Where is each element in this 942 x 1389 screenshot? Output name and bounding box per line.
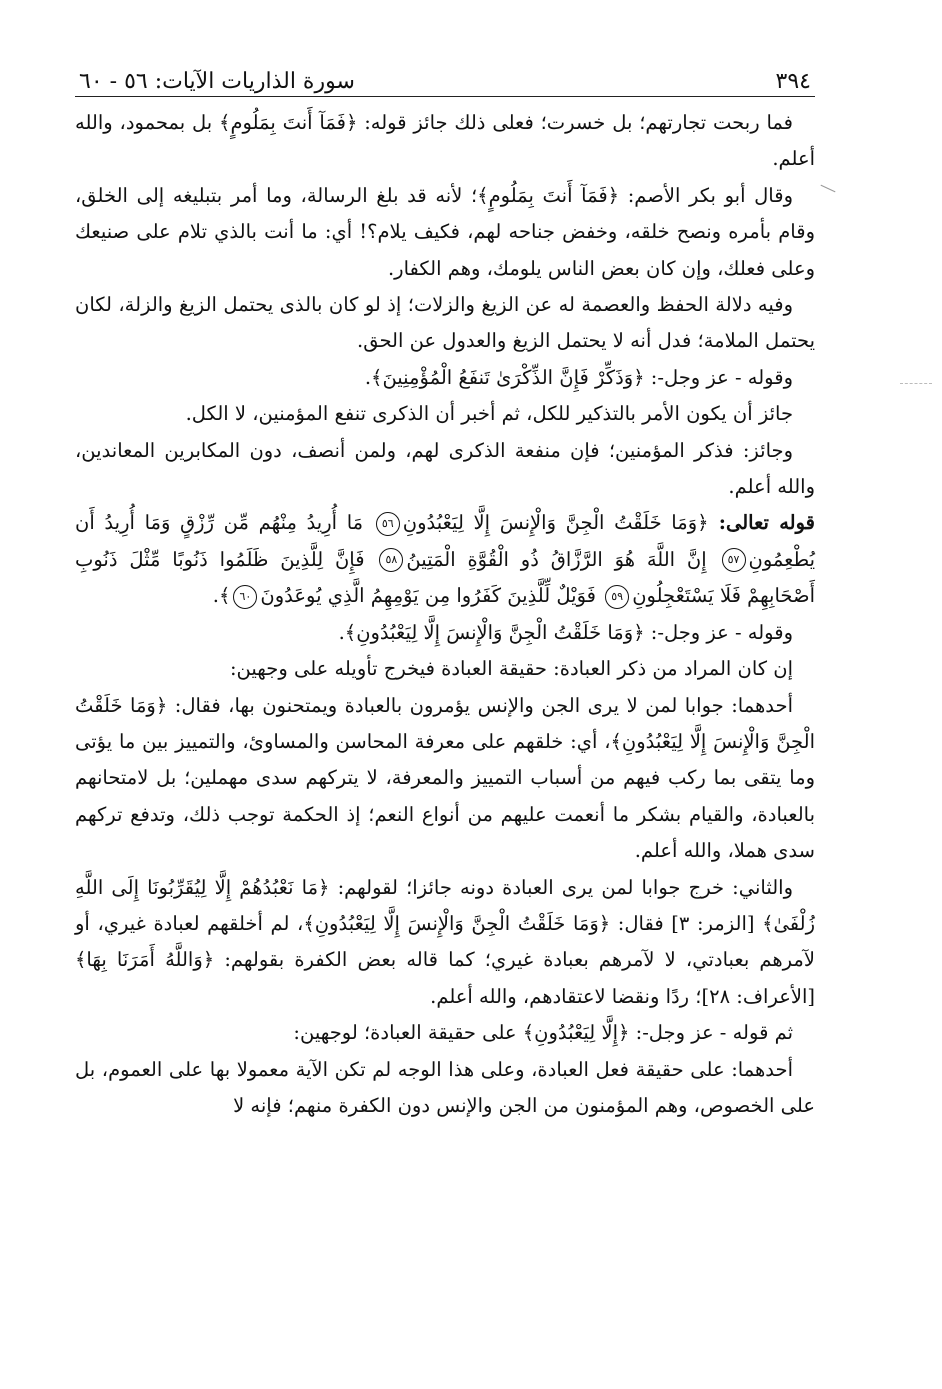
body-text: والثاني: خرج جوابا لمن يرى العبادة دونه جائزا؛ لقولهم: (329, 875, 793, 899)
quran-verse: ﴿وَمَا خَلَقْتُ الْجِنَّ وَالْإِنسَ إِلَّا لِيَعْبُدُونِ (402, 511, 709, 535)
quran-verse: ﴿وَمَا خَلَقْتُ الْجِنَّ وَالْإِنسَ إِلَّا لِيَعْبُدُونِ﴾ (303, 911, 611, 935)
quran-verse: ﴿إِلَّا لِيَعْبُدُونِ﴾ (522, 1021, 630, 1045)
book-page (75, 58, 815, 1124)
body-text: ، أي: خلقهم على معرفة المحاسن والمساوئ، والتمييز بين ما يؤتى وما يتقى بما ركب فيهم من أسباب التمييز والمعرفة، لا يتركهم سدى مهملين؛ بل لامتحانهم بالعبادة، والقيام بشكر ما أنعمت عليهم من أنواع النعم؛ إذ الحكمة توجب ذلك، وتدفع تركهم سدى هملا، والله أعلم. (75, 729, 815, 863)
paragraph (75, 433, 815, 506)
body-text: جائز أن يكون الأمر بالتذكير للكل، ثم أخبر أن الذكرى تنفع المؤمنين، لا الكل. (185, 402, 793, 426)
paragraph (75, 651, 815, 687)
body-text: ، لم أخلقهم لعبادة غيري، أو لآمرهم بعبادتي، لا لآمرهم بعبادة غيري؛ كما قاله بعض الكفرة بقولهم: (75, 911, 815, 972)
quran-verse: ﴾. (212, 584, 231, 608)
paragraph (75, 105, 815, 178)
body-text: إن كان المراد من ذكر العبادة: حقيقة العبادة فيخرج تأويله على وجهين: (229, 657, 793, 681)
quran-verse: ﴿وَذَكِّرْ فَإِنَّ الذِّكْرَىٰ تَنفَعُ الْمُؤْمِنِينَ﴾ (371, 365, 645, 389)
margin-mark (821, 185, 836, 193)
body-text: [الزمر: ٣] فقال: (610, 911, 763, 935)
body-text: وقوله - عز وجل-: (644, 365, 793, 389)
body-text: فما ربحت تجارتهم؛ بل خسرت؛ فعلى ذلك جائز قوله: (357, 111, 793, 134)
quran-verse: ﴿وَمَا خَلَقْتُ الْجِنَّ وَالْإِنسَ إِلَّا لِيَعْبُدُونِ﴾ (75, 693, 815, 753)
quran-verse: مَا أُرِيدُ مِنْهُم مِّن رِّزْقٍ وَمَا أُرِيدُ أَن يُطْعِمُونِ (75, 511, 815, 571)
body-text: أحدهما: على حقيقة فعل العبادة، وعلى هذا الوجه لم تكن الآية معمولا بها على العموم، بل على الخصوص، وهم المؤمنون من الجن والإنس دون الكفرة منهم؛ فإنه لا (75, 1057, 815, 1117)
ayah-number: ٥٦ (376, 512, 400, 536)
quran-verse: ﴿فَمَآ أَنتَ بِمَلُومٍ﴾ (219, 111, 358, 134)
paragraph (75, 870, 815, 1016)
body-text: على حقيقة العبادة؛ لوجهين: (293, 1021, 523, 1045)
body-text: . (364, 365, 372, 389)
quran-verse: ﴿وَاللَّهُ أَمَرَنَا بِهَا﴾ (75, 948, 215, 972)
body-text: ؛ لأنه قد بلغ الرسالة، وما أمر بتبليغه إلى الخلق، وقام بأمره ونصح خلقه، وخفض جناحه لهم، فكيف يلام؟! أي: ما أنت بالذي تلام على صنيعك وعلى فعلك، وإن كان بعض الناس يلومك، وهم الكفار. (75, 183, 815, 280)
paragraph (75, 505, 815, 614)
ayah-number: ٥٨ (379, 548, 403, 572)
section-lead: قوله تعالى: (708, 511, 816, 535)
page-header (75, 58, 815, 96)
body-text: وقوله - عز وجل-: (644, 620, 793, 644)
surah-title: سورة الذاريات الآيات: ٥٦ - ٦٠ (79, 69, 355, 94)
ayah-number: ٥٧ (722, 548, 746, 572)
page-body (75, 105, 815, 1124)
margin-mark (900, 383, 932, 384)
body-text: بل بمحمود، والله أعلم. (75, 111, 815, 171)
quran-verse: ﴿مَا نَعْبُدُهُمْ إِلَّا لِيُقَرِّبُونَا إِلَى اللَّهِ زُلْفَىٰ﴾ (75, 875, 815, 935)
body-text: وجائز: فذكر المؤمنين؛ فإن منفعة الذكرى لهم، ولمن أنصف، دون المكابرين المعاندين، والله أعلم. (75, 438, 815, 499)
body-text: وفيه دلالة الحفظ والعصمة له عن الزيغ والزلات؛ إذ لو كان بالذى يحتمل الزيغ والزلة، لكان يحتمل الملامة؛ فدل أنه لا يحتمل الزيغ والعدول عن الحق. (75, 293, 815, 353)
body-text: ثم قوله - عز وجل-: (629, 1021, 793, 1045)
quran-verse: ﴿وَمَا خَلَقْتُ الْجِنَّ وَالْإِنسَ إِلَّا لِيَعْبُدُونِ﴾ (344, 620, 645, 644)
quran-verse: إِنَّ اللَّهَ هُوَ الرَّزَّاقُ ذُو الْقُوَّةِ الْمَتِينُ (406, 547, 719, 571)
ayah-number: ٥٩ (605, 585, 629, 609)
paragraph (75, 396, 815, 432)
paragraph (75, 1015, 815, 1051)
paragraph (75, 287, 815, 360)
quran-verse: ﴿فَمَآ أَنتَ بِمَلُومٍ﴾ (477, 183, 620, 207)
ayah-number: ٦٠ (233, 585, 257, 609)
body-text: أحدهما: جوابا لمن لا يرى الجن والإنس يؤمرون بالعبادة ويمتحنون بها، فقال: (167, 693, 793, 717)
body-text: وقال أبو بكر الأصم: (619, 183, 793, 207)
paragraph (75, 360, 815, 396)
body-text: . (338, 620, 345, 644)
page-number: ٣٩٤ (775, 69, 811, 94)
paragraph (75, 688, 815, 870)
paragraph (75, 178, 815, 287)
paragraph (75, 615, 815, 651)
body-text: [الأعراف: ٢٨]؛ ردًا ونقضا لاعتقادهم، والله أعلم. (430, 984, 815, 1008)
quran-verse: فَإِنَّ لِلَّذِينَ ظَلَمُوا ذَنُوبًا مِّثْلَ ذَنُوبِ أَصْحَابِهِمْ فَلَا يَسْتَعْجِلُونِ (75, 547, 815, 608)
quran-verse: فَوَيْلٌ لِّلَّذِينَ كَفَرُوا مِن يَوْمِهِمُ الَّذِي يُوعَدُونَ (260, 584, 603, 608)
paragraph (75, 1052, 815, 1125)
header-rule (75, 96, 815, 97)
